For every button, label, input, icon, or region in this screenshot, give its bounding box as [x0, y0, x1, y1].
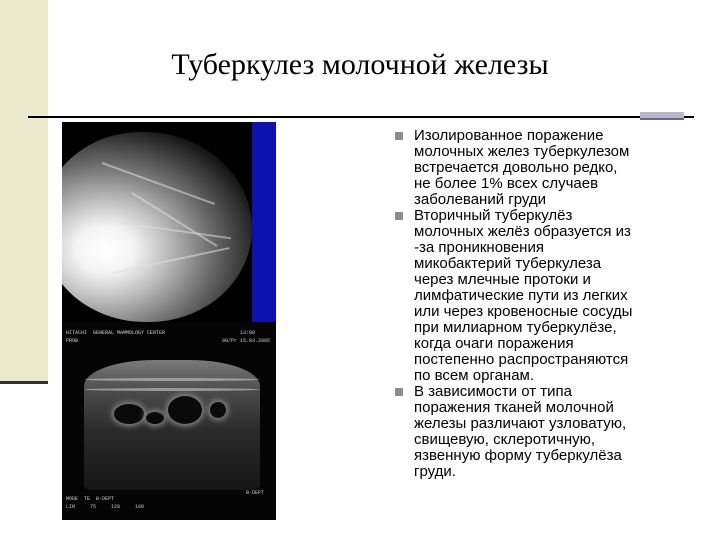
mammogram-blue-panel [252, 122, 276, 322]
ultrasound-header-text-2: PROB [66, 338, 79, 344]
ultrasound-lesion [114, 404, 144, 424]
left-band-rule [0, 381, 48, 384]
ultrasound-lesion [168, 396, 202, 424]
ultrasound-footer-text-2: LIN 75 120 100 [66, 504, 145, 510]
bullet-item [394, 128, 694, 208]
square-bullet-icon [395, 212, 403, 220]
bullet-list [394, 128, 694, 480]
ultrasound-lesion [146, 412, 164, 424]
ultrasound-footer-text: MODE TE B-DEPT [66, 496, 115, 502]
ultrasound-tissue-band [84, 388, 260, 391]
bullet-text: Вторичный туберкулёз молочных желёз образуется из -за проникновения микобактерий туберкулеза через млечные протоки и лимфатические пути из легких или через кровеносные сосуды при милиарном туберкулёзе, когда очаги поражения постепенно распространяются по всем органам. [414, 207, 633, 384]
ultrasound-time: 13:08 [240, 330, 256, 336]
ultrasound-tissue-band [84, 378, 260, 381]
slide-title: Туберкулез молочной железы [171, 48, 549, 81]
ultrasound-lesion [210, 402, 226, 418]
bullet-text: В зависимости от типа поражения тканей молочной железы различают узловатую, свищевую, склеротичную, язвенную форму туберкулёза груди. [414, 383, 627, 480]
bullet-item [394, 208, 694, 384]
ultrasound-depth-label: B-DEPT [246, 490, 265, 496]
bullet-text: Изолированное поражение молочных желез туберкулезом встречается довольно редко, не более 1% всех случаев заболеваний груди [414, 127, 630, 208]
ultrasound-header-text: HITACHI GENERAL MAMMOLOGY CENTER [66, 330, 166, 336]
divider-accent-shadow [640, 118, 684, 120]
bullet-item [394, 384, 694, 480]
mammogram-image [62, 122, 276, 322]
ultrasound-image [62, 322, 276, 520]
square-bullet-icon [395, 132, 403, 140]
square-bullet-icon [395, 388, 403, 396]
ultrasound-date: 08/Pr 15.03.2005 [222, 338, 271, 344]
title-divider [28, 116, 694, 118]
